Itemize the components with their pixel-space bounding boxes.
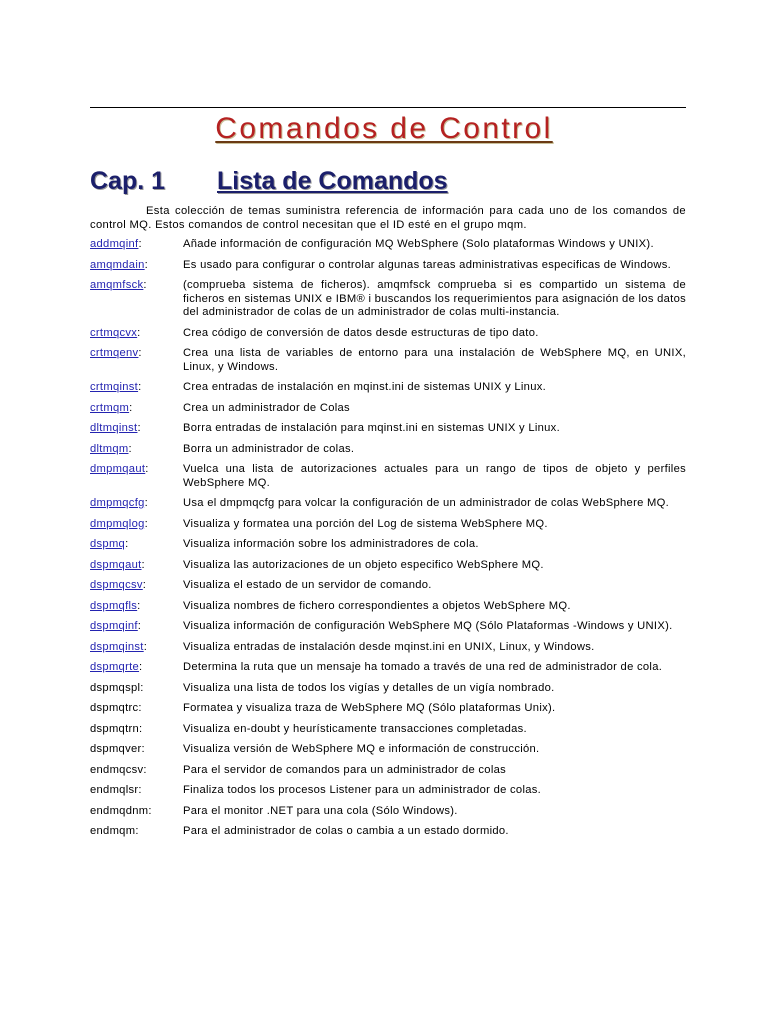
command-description: Visualiza versión de WebSphere MQ e información de construcción.	[183, 743, 540, 755]
command-label: dspmqver	[90, 743, 142, 755]
command-colon: :	[137, 599, 141, 612]
command-description: Visualiza nombres de fichero correspondientes a objetos WebSphere MQ.	[183, 599, 571, 612]
command-link[interactable]: dmpmqlog	[90, 517, 145, 530]
command-description: Usa el dmpmqcfg para volcar la configuración de un administrador de colas WebSphere MQ.	[183, 497, 670, 509]
header-rule	[90, 107, 686, 108]
command-label: dspmqspl	[90, 681, 141, 694]
command-row	[90, 661, 686, 675]
command-description: Visualiza el estado de un servidor de comando.	[183, 579, 432, 591]
command-link[interactable]: dmpmqcfg	[90, 497, 145, 509]
command-name	[90, 579, 182, 593]
command-name	[90, 327, 182, 341]
command-colon: :	[142, 579, 147, 591]
command-link[interactable]: amqmfsck	[90, 279, 144, 291]
command-colon: :	[138, 784, 142, 796]
command-name	[90, 825, 182, 839]
command-name	[90, 723, 182, 737]
command-label: endmqdnm	[90, 804, 149, 817]
intro-text: Esta colección de temas suministra referencia de información para cada uno de los comandos de control MQ. Estos comandos de control necesitan que el ID esté en el grupo mqm.	[90, 205, 686, 231]
command-colon: :	[138, 381, 142, 393]
command-row	[90, 559, 686, 573]
command-colon: :	[138, 347, 142, 359]
command-colon: :	[148, 804, 152, 817]
command-row	[90, 784, 686, 798]
command-name	[90, 497, 182, 511]
command-description: Borra entradas de instalación para mqinst.ini en sistemas UNIX y Linux.	[183, 422, 560, 434]
command-name	[90, 443, 182, 457]
command-link[interactable]: crtmqinst	[90, 381, 139, 393]
command-row	[90, 641, 686, 655]
command-name	[90, 238, 182, 252]
command-description: Visualiza entradas de instalación desde mqinst.ini en UNIX, Linux, y Windows.	[183, 640, 595, 653]
command-label: endmqcsv	[90, 763, 144, 776]
command-colon: :	[139, 722, 143, 735]
command-row	[90, 764, 686, 778]
command-colon: :	[138, 238, 142, 250]
command-description: Visualiza información de configuración WebSphere MQ (Sólo Plataformas -Windows y UNIX).	[183, 620, 673, 632]
command-row	[90, 702, 686, 716]
command-row	[90, 579, 686, 593]
command-name	[90, 463, 182, 477]
command-colon: :	[138, 702, 142, 714]
command-row	[90, 805, 686, 819]
command-name	[90, 743, 182, 757]
command-description: Borra un administrador de colas.	[183, 442, 355, 455]
command-row	[90, 743, 686, 757]
command-description: Visualiza en-doubt y heurísticamente transacciones completadas.	[183, 722, 527, 735]
command-description: Añade información de configuración MQ WebSphere (Solo plataformas Windows y UNIX).	[183, 238, 654, 250]
command-description: Determina la ruta que un mensaje ha tomado a través de una red de administrador de cola.	[183, 661, 663, 673]
command-name	[90, 381, 182, 395]
command-row	[90, 825, 686, 839]
command-description: Para el administrador de colas o cambia a un estado dormido.	[183, 825, 509, 837]
command-row	[90, 620, 686, 634]
command-name	[90, 559, 182, 573]
command-description: Visualiza y formatea una porción del Log de sistema WebSphere MQ.	[183, 517, 548, 530]
command-colon: :	[137, 620, 142, 632]
command-colon: :	[137, 326, 141, 339]
command-label: endmqm	[90, 825, 136, 837]
command-list	[90, 238, 686, 846]
command-colon: :	[139, 661, 143, 673]
command-row	[90, 497, 686, 511]
chapter-label: Cap. 1	[90, 167, 166, 195]
command-row	[90, 238, 686, 252]
command-description: Visualiza información sobre los administradores de cola.	[183, 538, 479, 550]
command-description: Para el servidor de comandos para un administrador de colas	[183, 763, 507, 776]
intro-paragraph	[90, 205, 686, 232]
command-link[interactable]: dspmqfls	[90, 599, 138, 612]
document-title-text: Comandos de Control	[215, 112, 553, 145]
command-link[interactable]: dspmqrte	[90, 661, 140, 673]
command-description: Visualiza las autorizaciones de un objeto especifico WebSphere MQ.	[183, 558, 544, 571]
command-description: Para el monitor .NET para una cola (Sólo Windows).	[183, 804, 458, 817]
command-description: Vuelca una lista de autorizaciones actuales para un rango de tipos de objeto y perfiles WebSphere MQ.	[183, 463, 686, 489]
command-colon: :	[125, 538, 129, 550]
command-row	[90, 443, 686, 457]
command-description: (comprueba sistema de ficheros). amqmfsck comprueba si es compartido un sistema de ficheros en sistemas UNIX e IBM® i buscandos los requerimientos para asignación de los datos del administrador de colas de un administrador de colas multi-instancia.	[183, 279, 686, 318]
command-row	[90, 723, 686, 737]
command-name	[90, 682, 182, 696]
command-name	[90, 764, 182, 778]
command-link[interactable]: amqmdain	[90, 258, 145, 271]
command-row	[90, 538, 686, 552]
command-colon: :	[145, 463, 149, 475]
chapter-title: Lista de Comandos	[217, 167, 448, 195]
command-name	[90, 259, 182, 273]
command-row	[90, 463, 686, 490]
command-name	[90, 784, 182, 798]
command-colon: :	[135, 825, 139, 837]
command-link[interactable]: crtmqcvx	[90, 326, 138, 339]
command-name	[90, 279, 182, 293]
command-colon: :	[129, 401, 133, 414]
command-link[interactable]: dltmqm	[90, 442, 129, 455]
command-label: endmqlsr	[90, 784, 139, 796]
command-link[interactable]: dspmqaut	[90, 558, 142, 571]
command-link[interactable]: crtmqm	[90, 401, 130, 414]
command-link[interactable]: dmpmqaut	[90, 463, 146, 475]
command-description: Crea código de conversión de datos desde estructuras de tipo dato.	[183, 326, 539, 339]
command-row	[90, 422, 686, 436]
command-colon: :	[143, 763, 147, 776]
command-description: Visualiza una lista de todos los vigías y detalles de un vigía nombrado.	[183, 681, 555, 694]
command-row	[90, 600, 686, 614]
command-row	[90, 327, 686, 341]
command-description: Crea entradas de instalación en mqinst.ini de sistemas UNIX y Linux.	[183, 381, 547, 393]
command-label: dspmqtrn	[90, 722, 140, 735]
command-name	[90, 422, 182, 436]
command-name	[90, 641, 182, 655]
command-row	[90, 279, 686, 320]
command-colon: :	[141, 558, 145, 571]
command-name	[90, 702, 182, 716]
command-name	[90, 518, 182, 532]
document-title	[0, 112, 768, 146]
command-colon: :	[137, 422, 141, 434]
command-colon: :	[144, 517, 149, 530]
command-description: Crea un administrador de Colas	[183, 401, 350, 414]
command-name	[90, 600, 182, 614]
command-colon: :	[128, 442, 132, 455]
command-label: dspmqtrc	[90, 702, 139, 714]
command-name	[90, 805, 182, 819]
command-row	[90, 682, 686, 696]
command-name	[90, 620, 182, 634]
command-description: Crea una lista de variables de entorno para una instalación de WebSphere MQ, en UNIX, Linux, y Windows.	[183, 347, 686, 373]
command-colon: :	[143, 279, 147, 291]
command-colon: :	[143, 640, 148, 653]
command-name	[90, 661, 182, 675]
command-row	[90, 347, 686, 374]
command-description: Formatea y visualiza traza de WebSphere MQ (Sólo plataformas Unix).	[183, 702, 556, 714]
command-colon: :	[141, 743, 145, 755]
command-link[interactable]: dspmqcsv	[90, 579, 143, 591]
command-name	[90, 538, 182, 552]
command-row	[90, 259, 686, 273]
command-link[interactable]: dspmqinst	[90, 640, 144, 653]
command-colon: :	[140, 681, 144, 694]
command-description: Finaliza todos los procesos Listener para un administrador de colas.	[183, 784, 542, 796]
command-row	[90, 518, 686, 532]
command-name	[90, 402, 182, 416]
command-colon: :	[144, 258, 149, 271]
command-description: Es usado para configurar o controlar algunas tareas administrativas especificas de Windows.	[183, 258, 672, 271]
command-link[interactable]: dspmqinf	[90, 620, 138, 632]
command-link[interactable]: crtmqenv	[90, 347, 139, 359]
chapter-heading	[90, 163, 690, 199]
command-row	[90, 381, 686, 395]
command-colon: :	[144, 497, 149, 509]
command-link[interactable]: dspmq	[90, 538, 126, 550]
command-name	[90, 347, 182, 361]
command-link[interactable]: dltmqinst	[90, 422, 138, 434]
command-row	[90, 402, 686, 416]
command-link[interactable]: addmqinf	[90, 238, 139, 250]
